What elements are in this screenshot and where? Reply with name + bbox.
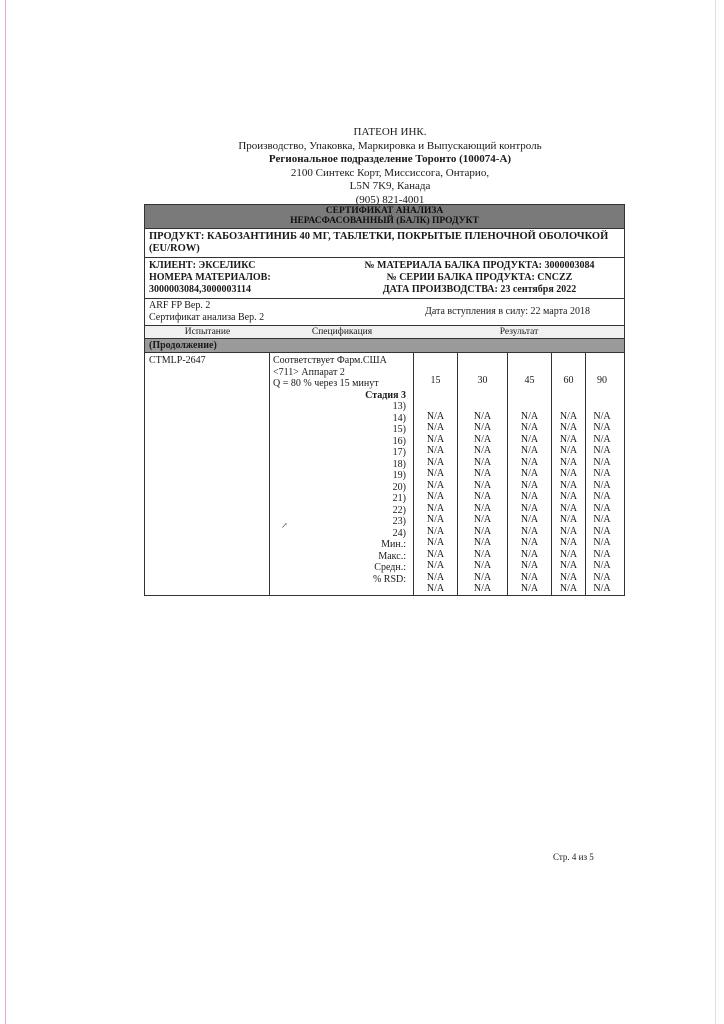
row-label: 24)	[392, 527, 406, 539]
result-cell: N/A	[473, 548, 492, 560]
result-cell: N/A	[426, 433, 445, 445]
company-address-line1: 2100 Синтекс Корт, Миссиссога, Онтарио,	[290, 166, 490, 179]
row-label: Макс.:	[378, 550, 406, 562]
result-cell: N/A	[559, 537, 578, 548]
result-cell: N/A	[593, 514, 611, 525]
result-cell: N/A	[593, 491, 611, 502]
time-point: 45	[524, 375, 535, 386]
result-cell: N/A	[559, 491, 578, 502]
version-row	[145, 299, 624, 326]
result-cell: N/A	[593, 583, 611, 594]
row-label: 18)	[392, 458, 406, 470]
result-cell: N/A	[559, 410, 578, 422]
spec-line-3: Q = 80 % через 15 минут	[273, 378, 379, 389]
time-column	[508, 353, 552, 595]
result-cell: N/A	[559, 502, 578, 514]
row-label: 20)	[392, 481, 406, 493]
result-cell: N/A	[473, 525, 492, 537]
client-info-row	[145, 258, 624, 299]
column-header-spec: Спецификация	[311, 327, 373, 337]
spec-line-1: Соответствует Фарм.США	[273, 355, 387, 366]
row-label: 17)	[392, 447, 406, 458]
result-cell: N/A	[559, 571, 578, 583]
result-cell: N/A	[559, 422, 578, 433]
result-cell: N/A	[559, 514, 578, 525]
result-cell: N/A	[559, 433, 578, 445]
time-point: 15	[430, 375, 441, 386]
result-cell: N/A	[520, 479, 539, 491]
result-cell: N/A	[426, 502, 445, 514]
result-cell: N/A	[593, 571, 611, 583]
company-services: Производство, Упаковка, Маркировка и Выпускающий контроль	[238, 139, 542, 152]
time-point: 60	[563, 375, 574, 386]
row-label: 23)	[392, 516, 406, 527]
result-cell: N/A	[520, 422, 539, 433]
company-division: Региональное подразделение Торонто (100074-А)	[268, 153, 512, 165]
result-cell: N/A	[520, 433, 539, 445]
row-labels	[273, 401, 410, 585]
row-label: % RSD:	[372, 573, 406, 585]
result-cell: N/A	[593, 422, 611, 433]
result-cell: N/A	[426, 571, 445, 583]
page-edge-right	[715, 0, 716, 1024]
result-cell: N/A	[473, 514, 492, 525]
result-cell: N/A	[426, 560, 445, 571]
row-label: 19)	[392, 470, 406, 481]
spec-line-2: <711> Аппарат 2	[273, 366, 345, 378]
result-cell: N/A	[593, 456, 611, 468]
column-header-row	[145, 326, 624, 339]
company-header	[140, 126, 640, 207]
result-cell: N/A	[473, 583, 492, 594]
result-cell: N/A	[520, 456, 539, 468]
arf-version: ARF FP Вер. 2	[149, 300, 211, 311]
result-cell: N/A	[426, 445, 445, 456]
result-cell: N/A	[593, 537, 611, 548]
test-name: CTMLP-2647	[145, 353, 270, 595]
company-address-line2: L5N 7K9, Канада	[349, 180, 431, 192]
result-cell: N/A	[593, 479, 611, 491]
time-point: 90	[597, 375, 607, 386]
production-date: ДАТА ПРОИЗВОДСТВА: 23 сентября 2022	[382, 284, 577, 295]
result-cell: N/A	[593, 525, 611, 537]
company-phone: (905) 821-4001	[355, 193, 425, 206]
result-cell: N/A	[520, 468, 539, 479]
page-number: Стр. 4 из 5	[553, 852, 594, 862]
result-cell: N/A	[426, 491, 445, 502]
time-point: 30	[477, 375, 488, 386]
row-label: 14)	[392, 412, 406, 424]
result-cell: N/A	[426, 456, 445, 468]
row-label: 22)	[392, 504, 406, 516]
certificate-title: СЕРТИФИКАТ АНАЛИЗА	[325, 206, 444, 216]
row-label: 15)	[392, 424, 406, 435]
result-cell: N/A	[559, 560, 578, 571]
result-cell: N/A	[593, 433, 611, 445]
result-cell: N/A	[593, 410, 611, 422]
client-name: КЛИЕНТ: ЭКСЕЛИКС	[149, 260, 256, 271]
stage-label: Стадия 3	[365, 389, 406, 401]
test-body	[145, 353, 624, 595]
result-cell: N/A	[473, 537, 492, 548]
result-cell: N/A	[593, 445, 611, 456]
column-header-test: Испытание	[184, 327, 231, 337]
result-cell: N/A	[473, 560, 492, 571]
result-cell: N/A	[520, 445, 539, 456]
result-cell: N/A	[559, 479, 578, 491]
certificate-title-bar	[145, 205, 624, 229]
result-cell: N/A	[559, 456, 578, 468]
result-cell: N/A	[520, 537, 539, 548]
time-column	[458, 353, 508, 595]
row-label: 21)	[392, 493, 406, 504]
result-cell: N/A	[473, 410, 492, 422]
effective-date: Дата вступления в силу: 22 марта 2018	[425, 306, 590, 317]
result-cell: N/A	[520, 583, 539, 594]
column-header-result: Результат	[499, 327, 539, 337]
result-cell: N/A	[559, 468, 578, 479]
result-cell: N/A	[593, 548, 611, 560]
result-cell: N/A	[426, 548, 445, 560]
result-cell: N/A	[520, 525, 539, 537]
result-cell: N/A	[426, 583, 445, 594]
continuation-row: (Продолжение)	[145, 339, 624, 353]
results-grid	[414, 353, 624, 595]
row-label: Мин.:	[381, 539, 406, 550]
result-cell: N/A	[426, 525, 445, 537]
result-cell: N/A	[473, 445, 492, 456]
result-cell: N/A	[559, 445, 578, 456]
result-cell: N/A	[520, 410, 539, 422]
result-cell: N/A	[593, 560, 611, 571]
result-cell: N/A	[559, 548, 578, 560]
result-cell: N/A	[593, 468, 611, 479]
row-label: 13)	[392, 401, 406, 412]
result-cell: N/A	[593, 502, 611, 514]
row-label: 16)	[392, 435, 406, 447]
result-cell: N/A	[559, 583, 578, 594]
result-cell: N/A	[473, 571, 492, 583]
page-edge-left	[5, 0, 6, 1024]
company-name: ПАТЕОН ИНК.	[353, 126, 427, 138]
product-name: ПРОДУКТ: КАБОЗАНТИНИБ 40 МГ, ТАБЛЕТКИ, ПОКРЫТЫЕ ПЛЕНОЧНОЙ ОБОЛОЧКОЙ (EU/ROW)	[145, 229, 624, 258]
result-cell: N/A	[520, 514, 539, 525]
result-cell: N/A	[520, 491, 539, 502]
result-cell: N/A	[426, 514, 445, 525]
cert-version: Сертификат анализа Вер. 2	[149, 312, 265, 323]
result-cell: N/A	[473, 468, 492, 479]
result-cell: N/A	[520, 502, 539, 514]
result-cell: N/A	[520, 571, 539, 583]
result-cell: N/A	[559, 525, 578, 537]
result-cell: N/A	[473, 502, 492, 514]
certificate-table	[144, 204, 625, 596]
result-cell: N/A	[520, 548, 539, 560]
result-cell: N/A	[520, 560, 539, 571]
time-column	[552, 353, 586, 595]
time-column	[414, 353, 458, 595]
result-cell: N/A	[473, 456, 492, 468]
result-cell: N/A	[426, 410, 445, 422]
result-cell: N/A	[473, 491, 492, 502]
bulk-series-number: № СЕРИИ БАЛКА ПРОДУКТА: CNCZZ	[386, 272, 573, 283]
result-cell: N/A	[426, 479, 445, 491]
certificate-subtitle: НЕРАСФАСОВАННЫЙ (БАЛК) ПРОДУКТ	[290, 216, 479, 226]
time-column	[586, 353, 618, 595]
result-cell: N/A	[473, 433, 492, 445]
result-cell: N/A	[426, 468, 445, 479]
material-numbers: 3000003084,3000003114	[149, 284, 251, 295]
result-cell: N/A	[473, 479, 492, 491]
test-spec	[270, 353, 414, 595]
material-numbers-label: НОМЕРА МАТЕРИАЛОВ:	[149, 272, 271, 283]
stray-mark: ↗	[281, 521, 288, 530]
result-cell: N/A	[426, 537, 445, 548]
row-label: Средн.:	[374, 562, 406, 573]
result-cell: N/A	[426, 422, 445, 433]
result-cell: N/A	[473, 422, 492, 433]
bulk-material-number: № МАТЕРИАЛА БАЛКА ПРОДУКТА: 3000003084	[364, 260, 595, 271]
